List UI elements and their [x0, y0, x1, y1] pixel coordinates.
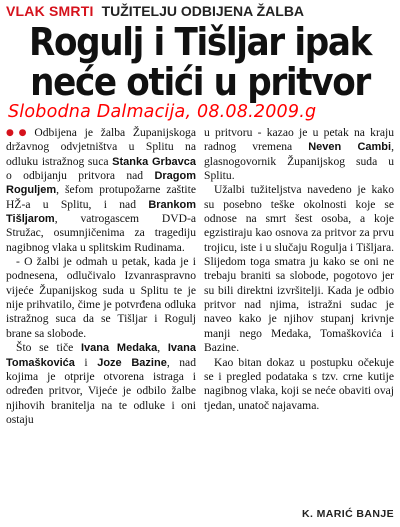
text-run: Odbijena je žalba Županijskoga državnog odvjetništva u Splitu na odluku istražnog suca — [6, 126, 196, 168]
name-highlight: Dragom Roguljem — [6, 170, 196, 197]
name-highlight: Neven Cambi — [308, 141, 392, 154]
headline-line-1: Rogulj i Tišljar ipak — [28, 20, 372, 64]
author-byline: K. MARIĆ BANJE — [302, 508, 394, 520]
text-run: , nad kojima je otprije otvorena istraga i određen pritvor, Vijeće je odbilo žalbe njihovih branitelja na te odluke i oni ostaju — [6, 355, 196, 426]
paragraph — [6, 126, 196, 255]
kicker-subtitle: TUŽITELJU ODBIJENA ŽALBA — [101, 3, 305, 19]
headline-line-2: neće otići u pritvor — [30, 60, 370, 104]
headline — [20, 22, 380, 102]
paragraph — [6, 341, 196, 427]
kicker — [6, 2, 304, 20]
text-run: i — [74, 355, 98, 369]
paragraph — [204, 356, 394, 413]
text-run: Što se tiče — [16, 341, 81, 355]
name-highlight: Ivana Medaka — [80, 342, 158, 355]
article-column-left — [6, 126, 196, 507]
text-run: o odbijanju pritvora nad — [6, 169, 155, 183]
name-highlight: Ivana Tomaškovića — [6, 342, 196, 369]
text-run: Užalbi tužiteljstva navedeno je kako su posebno teške okolnosti koje se odnose na smrt šest osoba, a koje egzistiraju kao osnova za pritvor za prvu trojicu, iste i u slučaju Rogulja i Tišljara. Slijedom toga smatra ju kako se oni ne trebaju braniti sa slobode, pogotovo jer su bili direktni izvršitelji. Kada je odbio pritvor nad njima, istražni sudac je naveo kako je njihov stupanj krivnje manji nego Medaka, Tomaškovića i Bazine. — [204, 183, 394, 355]
text-run: , vatrogascem DVD-a Stružac, osumnjičenima za tragediju nagibnog vlaka u splitskim Rudinama. — [6, 212, 196, 254]
text-run: , — [157, 341, 168, 355]
text-run: - O žalbi je odmah u petak, kada je i podnesena, odlučivalo Izvanraspravno vijeće Županijskog suda u Splitu te je nije prihvatilo, čime je potvrđena odluka istražnog suca da se Tišljar i Rogulj brane sa slobode. — [6, 255, 196, 340]
article-column-right — [204, 126, 394, 507]
kicker-label: VLAK SMRTI — [6, 3, 94, 19]
name-highlight: Stanka Grbavca — [112, 155, 196, 168]
text-run: Kao bitan dokaz u postupku očekuje se i pregled podataka s tzv. crne kutije nagibnog vlaka, koji se neće obaviti ovaj tjedan, unatoč najavama. — [204, 355, 394, 412]
bullet-icon: ●● — [6, 128, 32, 138]
text-run: u pritvoru - kazao je u petak na kraju radnog vremena — [204, 126, 394, 154]
text-run: , šefom protupožarne zaštite HŽ-a u Splitu, i nad — [6, 183, 196, 211]
paragraph — [204, 126, 394, 183]
name-highlight: Joze Bazine — [97, 356, 167, 369]
text-run: , glasnogovornik Županijskog suda u Splitu. — [204, 140, 394, 183]
article-body — [6, 126, 394, 507]
source-citation: Slobodna Dalmacija, 08.08.2009.g — [8, 102, 317, 122]
name-highlight: Brankom Tišljarom — [6, 198, 196, 226]
paragraph — [204, 183, 394, 355]
paragraph — [6, 255, 196, 341]
